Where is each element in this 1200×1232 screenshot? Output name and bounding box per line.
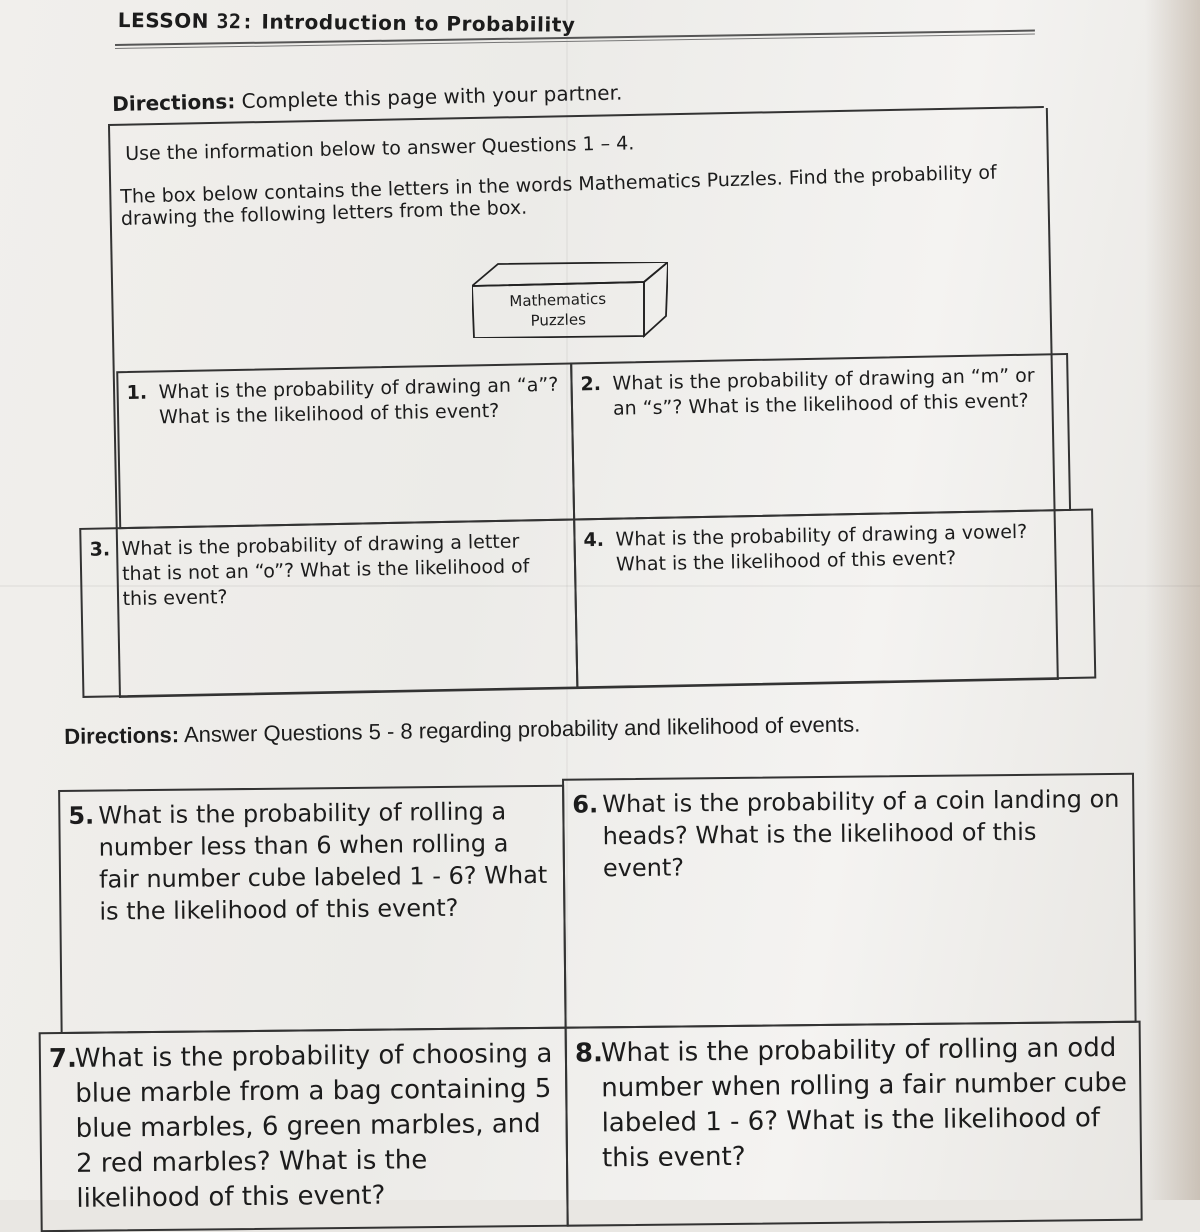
question-cell-8[interactable] bbox=[565, 1021, 1143, 1227]
background-edge bbox=[1145, 0, 1200, 1200]
question-number: 3. bbox=[89, 538, 111, 561]
question-number: 2. bbox=[580, 372, 602, 396]
lesson-label: LESSON bbox=[117, 8, 210, 33]
directions-label: Directions: bbox=[112, 89, 236, 116]
directions-text: Answer Questions 5 - 8 regarding probability and likelihood of events. bbox=[183, 711, 861, 748]
question-number: 5. bbox=[68, 801, 95, 830]
question-number: 6. bbox=[572, 790, 599, 819]
letter-box-line2: Puzzles bbox=[530, 310, 587, 330]
questions-grid-1-4 bbox=[76, 341, 1092, 700]
question-cell-6[interactable] bbox=[562, 773, 1137, 1029]
question-cell-3[interactable] bbox=[79, 518, 578, 697]
question-text: What is the probability of rolling an odd number when rolling a fair number cube labeled 1 - 6? What is the likelihood of this event? bbox=[600, 1032, 1128, 1174]
question-number: 4. bbox=[583, 528, 605, 552]
question-cell-1[interactable] bbox=[116, 362, 575, 529]
lesson-number: 32: bbox=[216, 9, 255, 34]
question-number: 7. bbox=[48, 1043, 78, 1075]
question-number: 1. bbox=[126, 381, 148, 405]
question-text: What is the probability of choosing a blue marble from a bag containing 5 blue marbles, 6 green marbles, and 2 red marbles? What is the likelihood of this event? bbox=[74, 1038, 553, 1214]
questions-grid-5-8 bbox=[48, 769, 1143, 1220]
directions-questions-5-8 bbox=[64, 711, 860, 750]
question-text: What is the probability of a coin landing on heads? What is the likelihood of this event? bbox=[602, 784, 1120, 883]
question-text: What is the probability of drawing a letter that is not an “o”? What is the likelihood of this event? bbox=[121, 530, 530, 611]
question-number: 8. bbox=[574, 1038, 604, 1069]
directions-label: Directions: bbox=[64, 722, 180, 749]
question-cell-7[interactable] bbox=[39, 1027, 569, 1232]
lesson-title bbox=[118, 8, 576, 37]
box-description: The box below contains the letters in the words Mathematics Puzzles. Find the probability of drawing the following letters from the box. bbox=[120, 161, 997, 230]
question-cell-4[interactable] bbox=[573, 509, 1096, 689]
question-text: What is the probability of drawing an “m” or an “s”? What is the likelihood of this event? bbox=[612, 364, 1035, 420]
question-text: What is the probability of drawing a vowel? What is the likelihood of this event? bbox=[615, 520, 1028, 576]
letter-box-label bbox=[472, 288, 645, 332]
question-text: What is the probability of rolling a number less than 6 when rolling a fair number cube labeled 1 - 6? What is the likelihood of this event? bbox=[98, 797, 548, 926]
directions-text: Complete this page with your partner. bbox=[241, 80, 623, 114]
letter-box-line1: Mathematics bbox=[509, 289, 607, 311]
use-info-text: Use the information below to answer Questions 1 – 4. bbox=[125, 132, 635, 165]
lesson-title-text: Introduction to Probability bbox=[261, 9, 576, 37]
letter-box-illustration bbox=[472, 262, 668, 338]
question-cell-2[interactable] bbox=[570, 353, 1071, 521]
question-text: What is the probability of drawing an “a”? What is the likelihood of this event? bbox=[158, 373, 559, 429]
directions-partner bbox=[112, 80, 623, 116]
question-cell-5[interactable] bbox=[58, 785, 567, 1034]
